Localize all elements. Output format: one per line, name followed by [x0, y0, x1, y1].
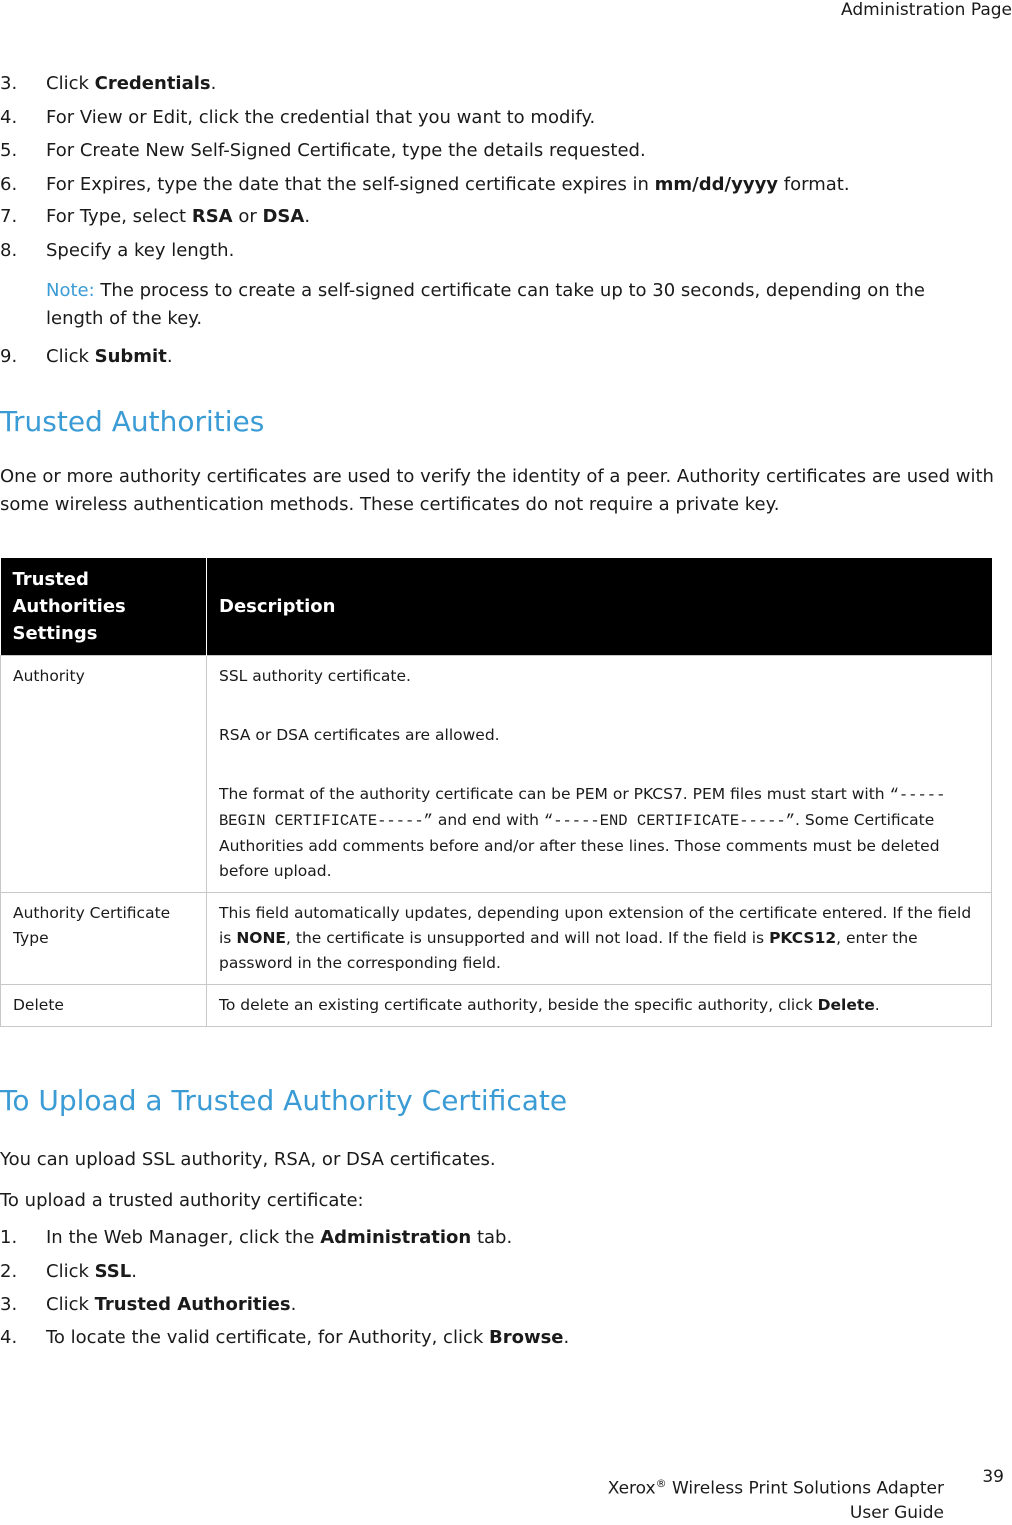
setting-cell: Authority — [1, 656, 207, 893]
step-number: 3. — [0, 73, 18, 94]
step-text: Click SSL. — [46, 1261, 137, 1282]
step-text: Click Credentials. — [46, 73, 217, 94]
step-number: 9. — [0, 346, 18, 367]
step-text: To locate the valid certificate, for Authority, click Browse. — [46, 1327, 570, 1348]
table-row — [1, 656, 992, 893]
settings-table — [0, 558, 992, 1027]
setting-cell: Delete — [1, 985, 207, 1027]
step-number: 5. — [0, 140, 18, 161]
step-number: 4. — [0, 1327, 18, 1348]
section-heading: To Upload a Trusted Authority Certificate — [0, 1084, 568, 1117]
step-number: 4. — [0, 107, 18, 128]
paragraph: To upload a trusted authority certificate: — [0, 1190, 364, 1211]
step-text: Click Trusted Authorities. — [46, 1294, 297, 1315]
note-text: The process to create a self-signed certificate can take up to 30 seconds, depending on the length of the key. — [46, 280, 925, 329]
step-text: Click Submit. — [46, 346, 173, 367]
column-header-description: Description — [207, 558, 992, 656]
step-number: 1. — [0, 1227, 18, 1248]
footer-product — [608, 1472, 944, 1525]
description-cell: To delete an existing certificate authority, beside the specific authority, click Delete. — [207, 985, 992, 1027]
section-heading: Trusted Authorities — [0, 405, 265, 438]
step-text: For View or Edit, click the credential that you want to modify. — [46, 107, 596, 128]
description-cell: SSL authority certificate. RSA or DSA certificates are allowed. The format of the authority certificate can be PEM or PKCS7. PEM files must start with “-----BEGIN CERTIFICATE-----” and end with “-----END CERTIFICATE-----”. Some Certificate Authorities add comments before and/or after these lines. Those comments must be deleted before upload. — [207, 656, 992, 893]
note — [46, 277, 986, 333]
paragraph: You can upload SSL authority, RSA, or DSA certificates. — [0, 1149, 496, 1170]
setting-cell: Authority Certificate Type — [1, 893, 207, 985]
step-number: 6. — [0, 174, 18, 195]
running-header: Administration Page — [841, 0, 1012, 20]
step-number: 3. — [0, 1294, 18, 1315]
table-row — [1, 893, 992, 985]
description-cell: This field automatically updates, depending upon extension of the certificate entered. If the field is NONE, the certificate is unsupported and will not load. If the field is PKCS12, enter the password in the corresponding field. — [207, 893, 992, 985]
page-number: 39 — [982, 1467, 1004, 1487]
step-text: For Type, select RSA or DSA. — [46, 206, 311, 227]
step-text: In the Web Manager, click the Administration tab. — [46, 1227, 513, 1248]
step-number: 2. — [0, 1261, 18, 1282]
step-text: For Expires, type the date that the self-signed certificate expires in mm/dd/yyyy format. — [46, 174, 850, 195]
step-number: 7. — [0, 206, 18, 227]
column-header-setting: Trusted Authorities Settings — [1, 558, 207, 656]
footer-guide: User Guide — [849, 1502, 944, 1523]
section-intro: One or more authority certificates are used to verify the identity of a peer. Authority certificates are used with some wireless authentication methods. These certificates do not require a private key. — [0, 466, 994, 515]
step-number: 8. — [0, 240, 18, 261]
step-text: Specify a key length. — [46, 240, 235, 261]
step-text: For Create New Self-Signed Certificate, type the details requested. — [46, 140, 646, 161]
table-row — [1, 985, 992, 1027]
footer-product-name: Xerox® Wireless Print Solutions Adapter — [607, 1477, 944, 1499]
note-label: Note: — [46, 280, 95, 301]
table-header-row — [1, 558, 992, 656]
